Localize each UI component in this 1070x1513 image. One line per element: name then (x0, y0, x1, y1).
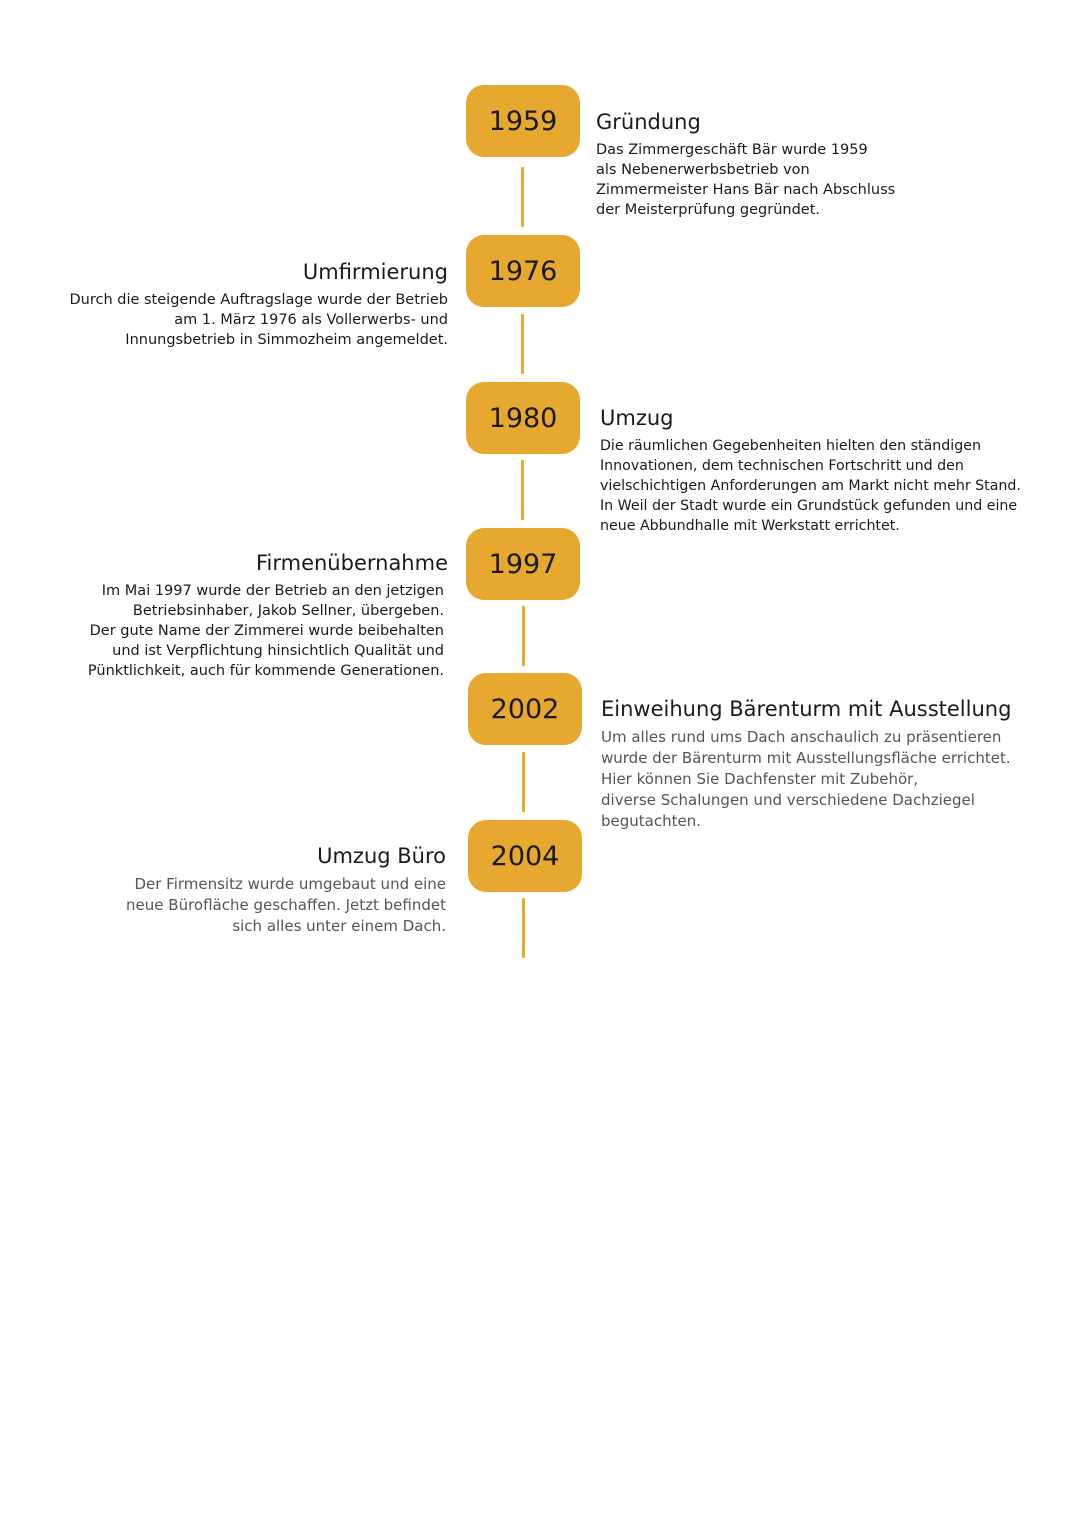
entry-title: Firmenübernahme (255, 551, 448, 575)
entry-title: Umfirmierung (302, 260, 448, 284)
timeline-entry-2004 (0, 842, 446, 937)
entry-title: Einweihung Bärenturm mit Ausstellung (601, 697, 1012, 721)
timeline-connector (521, 460, 524, 520)
year-box-1997: 1997 (466, 528, 580, 600)
year-box-1959: 1959 (466, 85, 580, 157)
entry-description: Im Mai 1997 wurde der Betrieb an den jetzigen Betriebsinhaber, Jakob Sellner, übergeben. Der gute Name der Zimmerei wurde beibehalten und ist Verpflichtung hinsichtlich Qualität und Pünktlichkeit, auch für kommende Generationen. (87, 583, 444, 679)
timeline-connector (522, 606, 525, 666)
timeline-connector (522, 898, 525, 958)
entry-description: Die räumlichen Gegebenheiten hielten den ständigen Innovationen, dem technischen Fortschritt und den vielschichtigen Anforderungen am Markt nicht mehr Stand. In Weil der Stadt wurde ein Grundstück gefunden und eine neue Abbundhalle mit Werkstatt errichtet. (600, 438, 1021, 534)
timeline-connector (521, 167, 524, 227)
year-box-2002: 2002 (468, 673, 582, 745)
timeline-entry-1976 (0, 258, 448, 350)
year-box-2004: 2004 (468, 820, 582, 892)
year-box-1976: 1976 (466, 235, 580, 307)
timeline-entry-1980 (600, 404, 1068, 536)
year-box-1980: 1980 (466, 382, 580, 454)
timeline-entry-1997 (0, 549, 448, 681)
entry-description: Um alles rund ums Dach anschaulich zu präsentieren wurde der Bärenturm mit Ausstellungsfläche errichtet. Hier können Sie Dachfenster mit Zubehör, diverse Schalungen und verschiedene Dachziegel begutachten. (601, 728, 1011, 830)
entry-description: Durch die steigende Auftragslage wurde der Betrieb am 1. März 1976 als Vollerwerbs- und Innungsbetrieb in Simmozheim angemeldet. (69, 292, 448, 348)
entry-title: Umzug Büro (317, 844, 446, 868)
timeline-entry-1959 (596, 108, 1056, 220)
timeline-connector (521, 314, 524, 374)
timeline-entry-2002 (601, 695, 1061, 832)
entry-description: Der Firmensitz wurde umgebaut und eine neue Bürofläche geschaffen. Jetzt befindet sich alles unter einem Dach. (126, 875, 446, 935)
timeline-connector (522, 752, 525, 812)
entry-description: Das Zimmergeschäft Bär wurde 1959 als Nebenerwerbsbetrieb von Zimmermeister Hans Bär nach Abschluss der Meisterprüfung gegründet. (596, 142, 896, 218)
entry-title: Umzug (600, 406, 674, 430)
entry-title: Gründung (596, 110, 701, 134)
